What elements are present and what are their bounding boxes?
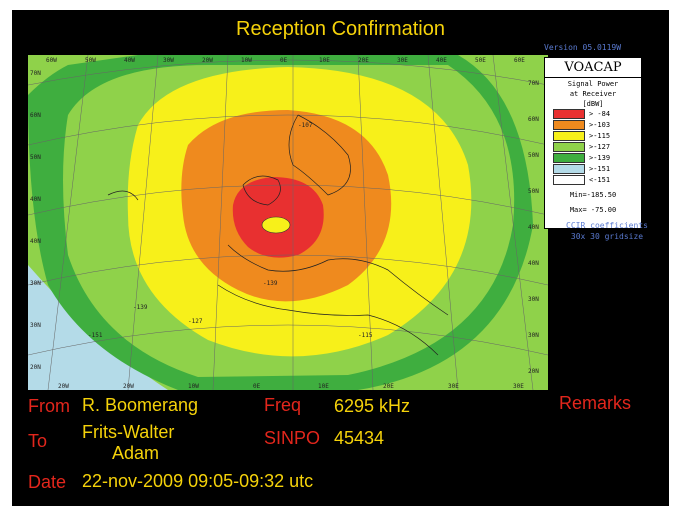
lat-tick-right: 50N	[528, 188, 539, 195]
ccir-note	[552, 220, 662, 242]
lon-tick-top: 40E	[436, 57, 447, 64]
legend-swatch	[553, 142, 585, 152]
legend-label: >-115	[589, 132, 611, 140]
sinpo-value: 45434	[334, 428, 385, 448]
from-value: R. Boomerang	[82, 395, 199, 415]
lat-tick-right: 70N	[528, 80, 539, 87]
from-label: From	[28, 396, 70, 416]
lon-tick-top: 40W	[124, 57, 135, 64]
contour-label: -115	[358, 332, 373, 339]
legend-title: VOACAP	[545, 58, 641, 78]
date-label: Date	[28, 472, 67, 492]
legend-row	[553, 153, 641, 163]
lat-tick-right: 60N	[528, 116, 539, 123]
legend-rows	[545, 109, 641, 185]
lat-tick-left: 20N	[30, 364, 41, 371]
lat-tick-left: 30N	[30, 322, 41, 329]
lon-tick-bottom: 30E	[513, 383, 524, 390]
freq-label: Freq	[264, 395, 302, 415]
lon-tick-bottom: 20E	[383, 383, 394, 390]
legend-subtitle-1: Signal Power	[567, 80, 619, 88]
lat-tick-left: 60N	[30, 112, 41, 119]
contour-label: -151	[88, 332, 103, 339]
lat-tick-right: 40N	[528, 260, 539, 267]
legend-subtitle-2: at Receiver	[569, 90, 617, 98]
lon-tick-top: 30E	[397, 57, 408, 64]
legend-row	[553, 175, 641, 185]
legend-row	[553, 142, 641, 152]
legend-row	[553, 131, 641, 141]
lon-tick-bottom: 0E	[253, 383, 261, 390]
transmitter-spot	[262, 217, 290, 233]
legend-label: > -84	[589, 110, 611, 118]
to-value-line2: Adam	[112, 443, 160, 463]
lat-tick-right: 30N	[528, 332, 539, 339]
sinpo-label: SINPO	[264, 428, 321, 448]
lat-tick-left: 40N	[30, 196, 41, 203]
lon-tick-top: 10W	[241, 57, 252, 64]
voacap-version: Version 05.0119W	[544, 43, 622, 52]
lon-tick-top: 0E	[280, 57, 288, 64]
lon-tick-bottom: 10W	[188, 383, 199, 390]
grid-size: 30x 30 gridsize	[570, 232, 644, 241]
to-value-line1: Frits-Walter	[82, 422, 175, 442]
legend-swatch	[553, 131, 585, 141]
remarks-label: Remarks	[559, 393, 632, 413]
date-value: 22-nov-2009 09:05-09:32 utc	[82, 471, 314, 491]
legend-label: >-139	[589, 154, 611, 162]
legend-row	[553, 109, 641, 119]
qsl-card	[12, 10, 669, 506]
coverage-map-svg	[28, 55, 548, 390]
lat-tick-left: 40N	[30, 238, 41, 245]
lat-tick-left: 70N	[30, 70, 41, 77]
lon-tick-top: 10E	[319, 57, 330, 64]
lon-tick-bottom: 30E	[448, 383, 459, 390]
contour-label: -107	[298, 122, 313, 129]
legend-swatch	[553, 109, 585, 119]
freq-value: 6295 kHz	[334, 396, 411, 416]
lon-tick-top: 20E	[358, 57, 369, 64]
lon-tick-top: 50E	[475, 57, 486, 64]
lon-tick-top: 60E	[514, 57, 525, 64]
legend-swatch	[553, 120, 585, 130]
legend-label: >-151	[589, 165, 611, 173]
lat-tick-right: 30N	[528, 296, 539, 303]
legend-label: >-103	[589, 121, 611, 129]
contour-label: -127	[188, 318, 203, 325]
coverage-map	[28, 55, 548, 390]
legend-label: >-127	[589, 143, 611, 151]
contour-label: -139	[263, 280, 278, 287]
lat-tick-right: 50N	[528, 152, 539, 159]
legend-min: Min=-185.50	[569, 191, 617, 199]
lon-tick-top: 50W	[85, 57, 96, 64]
ccir-coefficients: CCIR coefficients	[566, 221, 648, 230]
legend-max: Max= -75.00	[569, 206, 617, 214]
lon-tick-bottom: 20W	[123, 383, 134, 390]
contour-label: -139	[133, 304, 148, 311]
lon-tick-bottom: 20W	[58, 383, 69, 390]
lat-tick-right: 40N	[528, 224, 539, 231]
legend-swatch	[553, 164, 585, 174]
legend-swatch	[553, 175, 585, 185]
legend-swatch	[553, 153, 585, 163]
legend-subtitle-3: [dBW]	[582, 100, 604, 108]
lon-tick-bottom: 10E	[318, 383, 329, 390]
legend-label: <-151	[589, 176, 611, 184]
lat-tick-left: 30N	[30, 280, 41, 287]
lon-tick-top: 60W	[46, 57, 57, 64]
card-title: Reception Confirmation	[236, 18, 445, 40]
legend-row	[553, 120, 641, 130]
lat-tick-left: 50N	[30, 154, 41, 161]
legend-row	[553, 164, 641, 174]
lon-tick-top: 20W	[202, 57, 213, 64]
lat-tick-right: 20N	[528, 368, 539, 375]
signal-legend	[544, 57, 642, 229]
lon-tick-top: 30W	[163, 57, 174, 64]
to-label: To	[28, 431, 48, 451]
